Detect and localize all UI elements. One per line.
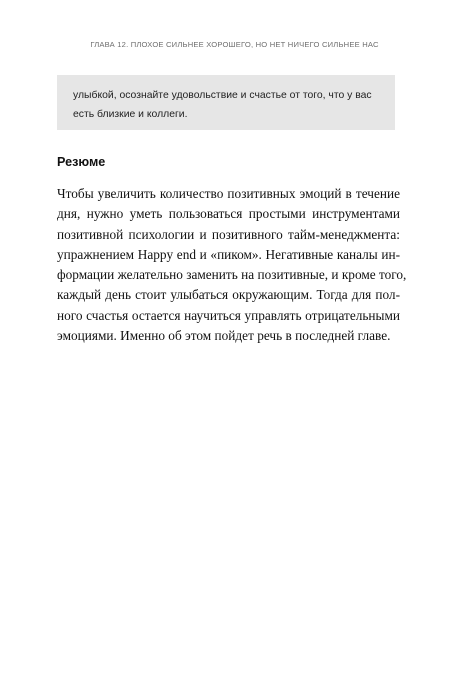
summary-paragraph (57, 184, 407, 346)
highlighted-text-box (57, 75, 395, 130)
highlighted-text-line: есть близкие и коллеги. (73, 109, 188, 120)
highlighted-text-line: улыбкой, осознайте удовольствие и счастье от того, что у вас (73, 90, 372, 101)
paragraph-line: дня, нужно уметь пользоваться простыми инструментами (57, 206, 400, 222)
paragraph-line: каждый день стоит улыбаться окружающим. Тогда для пол- (57, 287, 400, 303)
running-header: ГЛАВА 12. ПЛОХОЕ СИЛЬНЕЕ ХОРОШЕГО, НО НЕТ НИЧЕГО СИЛЬНЕЕ НАС (90, 40, 379, 49)
paragraph-line: позитивной психологии и позитивного тайм-менеджмента: (57, 226, 400, 242)
paragraph-line: формации желательно заменить на позитивные, и кроме того, (57, 267, 407, 283)
paragraph-line: эмоциями. Именно об этом пойдет речь в последней главе. (57, 328, 391, 344)
paragraph-line: упражнением Happy end и «пиком». Негативные каналы ин- (57, 246, 400, 262)
paragraph-line: ного счастья остается научиться управлять отрицательными (57, 307, 400, 323)
section-title: Резюме (57, 155, 106, 169)
paragraph-line: Чтобы увеличить количество позитивных эмоций в течение (57, 186, 400, 201)
